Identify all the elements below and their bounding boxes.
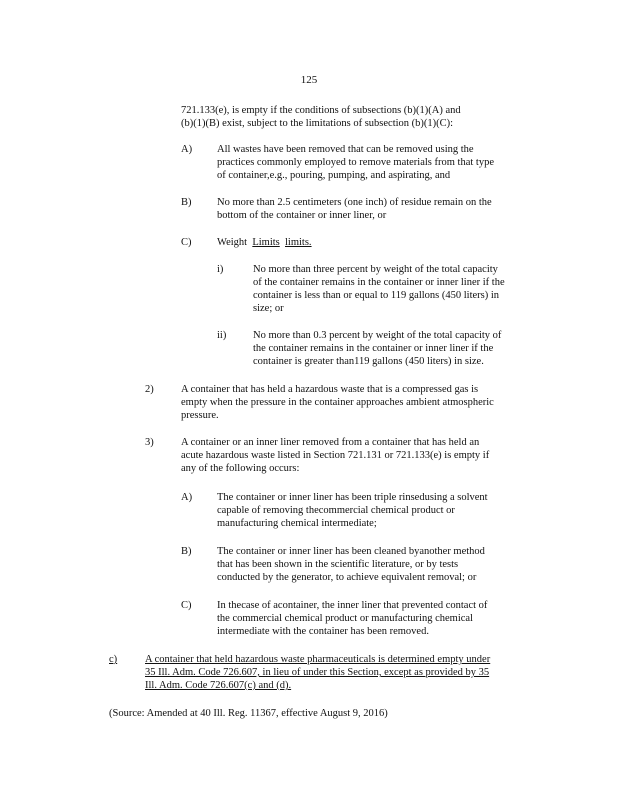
item-label: c) xyxy=(109,654,118,665)
weight-prefix: Weight xyxy=(217,237,248,248)
text-line: A container or an inner liner removed from a container that has held an xyxy=(181,437,480,448)
text-line: bottom of the container or inner liner, or xyxy=(217,210,387,221)
item-label: 2) xyxy=(145,384,154,395)
subsection-label: A) xyxy=(181,144,193,155)
subsection-label: C) xyxy=(181,600,192,611)
text-line: practices commonly employed to remove materials from that type xyxy=(217,157,494,168)
subsection-text xyxy=(217,545,547,584)
subsection-label: B) xyxy=(181,197,192,208)
subsection-text xyxy=(217,143,547,182)
text-line: 35 Ill. Adm. Code 726.607, in lieu of under this Section, except as provided by 35 xyxy=(145,667,490,678)
clause-text xyxy=(253,329,543,368)
clause-label: ii) xyxy=(217,330,227,341)
subsection-text xyxy=(217,599,547,638)
subsection-text xyxy=(217,236,547,249)
text-line: acute hazardous waste listed in Section 721.131 or 721.133(e) is empty if xyxy=(181,450,490,461)
source-note: (Source: Amended at 40 Ill. Reg. 11367, effective August 9, 2016) xyxy=(109,708,388,719)
text-line: A container that held hazardous waste pharmaceuticals is determined empty under xyxy=(145,654,491,665)
text-line: container is greater than119 gallons (450 liters) in size. xyxy=(253,356,484,367)
text-line: All wastes have been removed that can be removed using the xyxy=(217,144,474,155)
text-line: empty when the pressure in the container approaches ambient atmospheric xyxy=(181,397,494,408)
subsection-text xyxy=(217,491,547,530)
text-line: of the container remains in the container or inner liner if the xyxy=(253,277,505,288)
intro-paragraph xyxy=(181,104,541,130)
text-line: conducted by the generator, to achieve equivalent removal; or xyxy=(217,572,477,583)
text-line: capable of removing thecommercial chemical product or xyxy=(217,505,455,516)
text-line: In thecase of acontainer, the inner liner that prevented contact of xyxy=(217,600,488,611)
text-line: manufacturing chemical intermediate; xyxy=(217,518,377,529)
item-text xyxy=(181,383,541,422)
text-line: The container or inner liner has been cleaned byanother method xyxy=(217,546,485,557)
text-line: No more than 0.3 percent by weight of the total capacity of xyxy=(253,330,502,341)
text-line: any of the following occurs: xyxy=(181,463,300,474)
text-line: that has been shown in the scientific literature, or by tests xyxy=(217,559,459,570)
text-line: No more than three percent by weight of the total capacity xyxy=(253,264,498,275)
deleted-text: limits. xyxy=(285,237,312,248)
text-line: the container remains in the container or inner liner if the xyxy=(253,343,494,354)
text-line: of container,e.g., pouring, pumping, and aspirating, and xyxy=(217,170,451,181)
text-line: container is less than or equal to 119 gallons (450 liters) in xyxy=(253,290,500,301)
subsection-label: C) xyxy=(181,237,192,248)
text-line: intermediate with the container has been removed. xyxy=(217,626,429,637)
text-line: The container or inner liner has been triple rinsedusing a solvent xyxy=(217,492,488,503)
inserted-paragraph xyxy=(145,653,545,692)
subsection-text xyxy=(217,196,547,222)
page-number: 125 xyxy=(300,74,318,86)
clause-text xyxy=(253,263,543,315)
text-line: No more than 2.5 centimeters (one inch) of residue remain on the xyxy=(217,197,492,208)
text-line: pressure. xyxy=(181,410,219,421)
text-line: the commercial chemical product or manufacturing chemical xyxy=(217,613,473,624)
intro-line: 721.133(e), is empty if the conditions of subsections (b)(1)(A) and xyxy=(181,105,461,116)
clause-label: i) xyxy=(217,264,224,275)
intro-line: (b)(1)(B) exist, subject to the limitations of subsection (b)(1)(C): xyxy=(181,118,454,129)
text-line: Ill. Adm. Code 726.607(c) and (d). xyxy=(145,680,292,691)
inserted-text: Limits xyxy=(252,237,280,248)
subsection-label: B) xyxy=(181,546,192,557)
text-line: A container that has held a hazardous waste that is a compressed gas is xyxy=(181,384,479,395)
subsection-label: A) xyxy=(181,492,193,503)
item-label: 3) xyxy=(145,437,154,448)
text-line: size; or xyxy=(253,303,284,314)
item-text xyxy=(181,436,541,475)
